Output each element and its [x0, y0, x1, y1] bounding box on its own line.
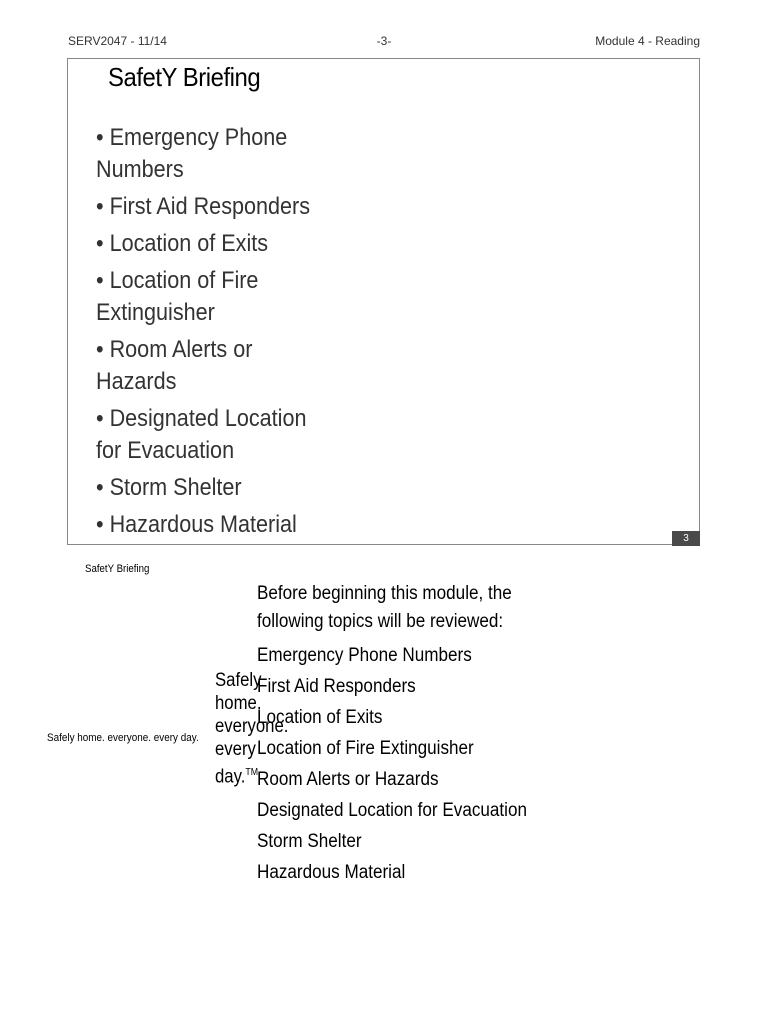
notes-topic: Emergency Phone Numbers [257, 645, 472, 666]
slide-bullet: • First Aid Responders [96, 193, 311, 220]
notes-topic: Designated Location for Evacuation [257, 800, 527, 821]
slide-bullet: • Hazardous Material [96, 511, 297, 538]
slide-bullet: • Location of Exits [96, 230, 269, 257]
trademark-mark: TM [245, 767, 259, 778]
tagline-small: Safely home. everyone. every day. [47, 732, 199, 744]
slide-bullet: • Storm Shelter [96, 474, 242, 501]
slide-thumb-label: SafetY Briefing [85, 563, 150, 575]
notes-topic: Hazardous Material [257, 862, 406, 883]
notes-intro: Before beginning this module, the following topics will be reviewed: [257, 583, 512, 632]
slide-title: SafetY Briefing [108, 62, 261, 92]
notes-topic: First Aid Responders [257, 676, 416, 697]
notes-topic: Location of Fire Extinguisher [257, 738, 474, 759]
slide-bullet: • Emergency Phone Numbers [96, 124, 288, 183]
tagline-large-text: Safely home. everyone. every day. [215, 670, 289, 788]
slide-bullet: • Location of Fire Extinguisher [96, 267, 259, 326]
slide-bullet: • Room Alerts or Hazards [96, 336, 253, 395]
header-module: Module 4 - Reading [595, 34, 700, 48]
slide-bullet: • Designated Location for Evacuation [96, 405, 307, 464]
notes-topic: Location of Exits [257, 707, 383, 728]
notes-topic: Storm Shelter [257, 831, 362, 852]
tagline-large [215, 669, 289, 788]
header-course-code: SERV2047 - 11/14 [68, 34, 167, 48]
header-page-number: -3- [376, 34, 392, 48]
slide-bullet-list [96, 122, 312, 546]
slide-page-badge: 3 [672, 531, 700, 546]
notes-topic-list [257, 640, 527, 888]
notes-topic: Room Alerts or Hazards [257, 769, 439, 790]
